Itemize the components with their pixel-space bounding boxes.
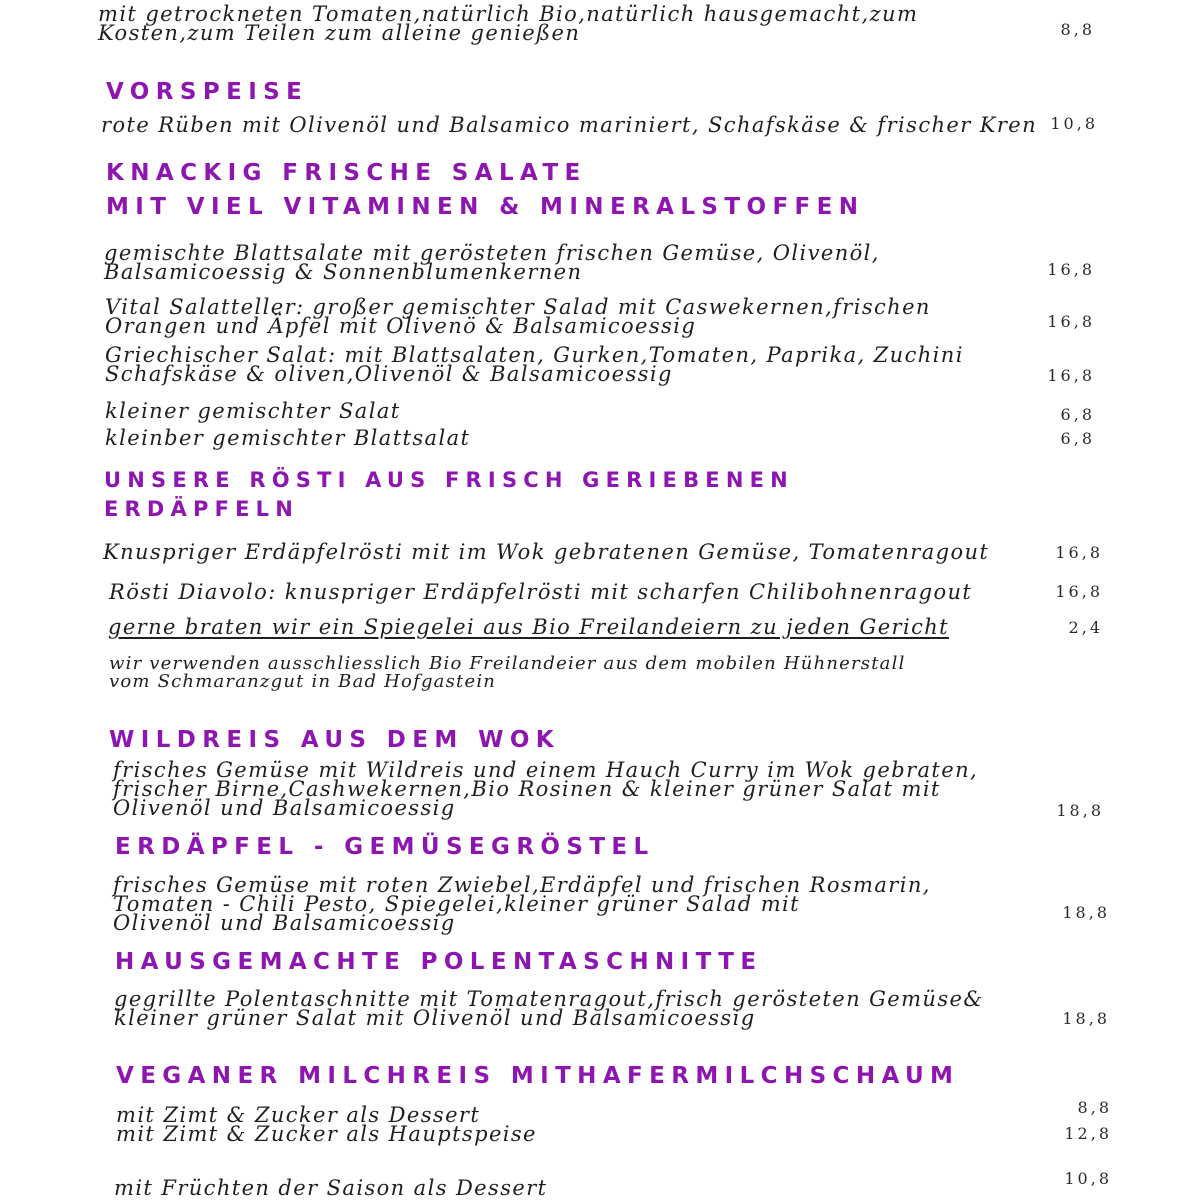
price-wildreis: 18,8 xyxy=(1056,801,1104,820)
price-salat-1: 16,8 xyxy=(1047,260,1095,279)
section-heading-milchreis: VEGANER MILCHREIS MITHAFERMILCHSCHAUM xyxy=(116,1063,960,1089)
salat-1-line-2: Balsamicoessig & Sonnenblumenkernen xyxy=(104,260,583,284)
wildreis-line-3: Olivenöl und Balsamicoessig xyxy=(113,796,456,820)
section-heading-vorspeise: VORSPEISE xyxy=(106,79,309,105)
polenta-line-1: gegrillte Polentaschnitte mit Tomatenragout,frisch gerösteten Gemüse& xyxy=(114,987,984,1011)
salat-2-line-2: Orangen und Äpfel mit Olivenö & Balsamicoessig xyxy=(105,314,697,338)
milchreis-item-2: mit Zimt & Zucker als Hauptspeise xyxy=(116,1122,537,1146)
salat-4: kleiner gemischter Salat xyxy=(105,399,401,423)
milchreis-item-1: mit Zimt & Zucker als Dessert xyxy=(116,1103,481,1127)
price-salat-3: 16,8 xyxy=(1047,366,1095,385)
section-heading-salate-2: MIT VIEL VITAMINEN & MINERALSTOFFEN xyxy=(106,194,865,220)
salat-3-line-2: Schafskäse & oliven,Olivenöl & Balsamicoessig xyxy=(105,362,673,386)
price-polenta: 18,8 xyxy=(1062,1009,1110,1028)
groestel-line-3: Olivenöl und Balsamicoessig xyxy=(113,911,456,935)
price-roesti-1: 16,8 xyxy=(1055,543,1103,562)
salat-1-line-1: gemischte Blattsalate mit gerösteten frischen Gemüse, Olivenöl, xyxy=(104,241,880,265)
price-milchreis-2: 12,8 xyxy=(1064,1124,1112,1143)
section-heading-groestel: ERDÄPFEL - GEMÜSEGRÖSTEL xyxy=(115,834,655,860)
salat-2-line-1: Vital Salatteller: großer gemischter Salad mit Caswekernen,frischen xyxy=(105,295,931,319)
section-heading-roesti-2: ERDÄPFELN xyxy=(104,497,300,521)
section-heading-roesti-1: UNSERE RÖSTI AUS FRISCH GERIEBENEN xyxy=(104,468,794,492)
salat-3-line-1: Griechischer Salat: mit Blattsalaten, Gurken,Tomaten, Paprika, Zuchini xyxy=(105,343,964,367)
roesti-item-spiegelei: gerne braten wir ein Spiegelei aus Bio Freilandeiern zu jeden Gericht xyxy=(108,615,950,639)
intro-price: 8,8 xyxy=(1060,20,1095,39)
groestel-line-1: frisches Gemüse mit roten Zwiebel,Erdäpfel und frischen Rosmarin, xyxy=(113,873,931,897)
section-heading-polenta: HAUSGEMACHTE POLENTASCHNITTE xyxy=(115,949,763,975)
roesti-item-1: Knuspriger Erdäpfelrösti mit im Wok gebratenen Gemüse, Tomatenragout xyxy=(103,540,990,564)
price-milchreis-3: 10,8 xyxy=(1064,1169,1112,1188)
groestel-line-2: Tomaten - Chili Pesto, Spiegelei,kleiner grüner Salad mit xyxy=(113,892,800,916)
roesti-note-line-1: wir verwenden ausschliesslich Bio Freilandeier aus dem mobilen Hühnerstall xyxy=(109,653,906,674)
section-heading-wildreis: WILDREIS AUS DEM WOK xyxy=(109,727,561,753)
intro-line-1: mit getrockneten Tomaten,natürlich Bio,natürlich hausgemacht,zum xyxy=(98,2,919,26)
price-milchreis-1: 8,8 xyxy=(1077,1098,1112,1117)
price-roesti-2: 16,8 xyxy=(1055,582,1103,601)
price-salat-2: 16,8 xyxy=(1047,312,1095,331)
milchreis-item-3: mit Früchten der Saison als Dessert xyxy=(114,1176,548,1200)
wildreis-line-2: frischer Birne,Cashwekernen,Bio Rosinen & kleiner grüner Salat mit xyxy=(113,777,941,801)
price-salat-5: 6,8 xyxy=(1060,429,1095,448)
roesti-note-line-2: vom Schmaranzgut in Bad Hofgastein xyxy=(109,671,497,692)
roesti-item-2: Rösti Diavolo: knuspriger Erdäpfelrösti mit scharfen Chilibohnenragout xyxy=(109,580,973,604)
intro-line-2: Kosten,zum Teilen zum alleine genießen xyxy=(98,21,581,45)
menu-item-vorspeise: rote Rüben mit Olivenöl und Balsamico mariniert, Schafskäse & frischer Kren xyxy=(101,113,1038,137)
price-salat-4: 6,8 xyxy=(1060,405,1095,424)
salat-5: kleinber gemischter Blattsalat xyxy=(105,426,471,450)
price-groestel: 18,8 xyxy=(1062,903,1110,922)
price-vorspeise: 10,8 xyxy=(1050,114,1098,133)
wildreis-line-1: frisches Gemüse mit Wildreis und einem Hauch Curry im Wok gebraten, xyxy=(113,758,979,782)
polenta-line-2: kleiner grüner Salat mit Olivenöl und Balsamicoessig xyxy=(114,1006,756,1030)
section-heading-salate-1: KNACKIG FRISCHE SALATE xyxy=(106,160,587,186)
price-spiegelei: 2,4 xyxy=(1068,618,1103,637)
